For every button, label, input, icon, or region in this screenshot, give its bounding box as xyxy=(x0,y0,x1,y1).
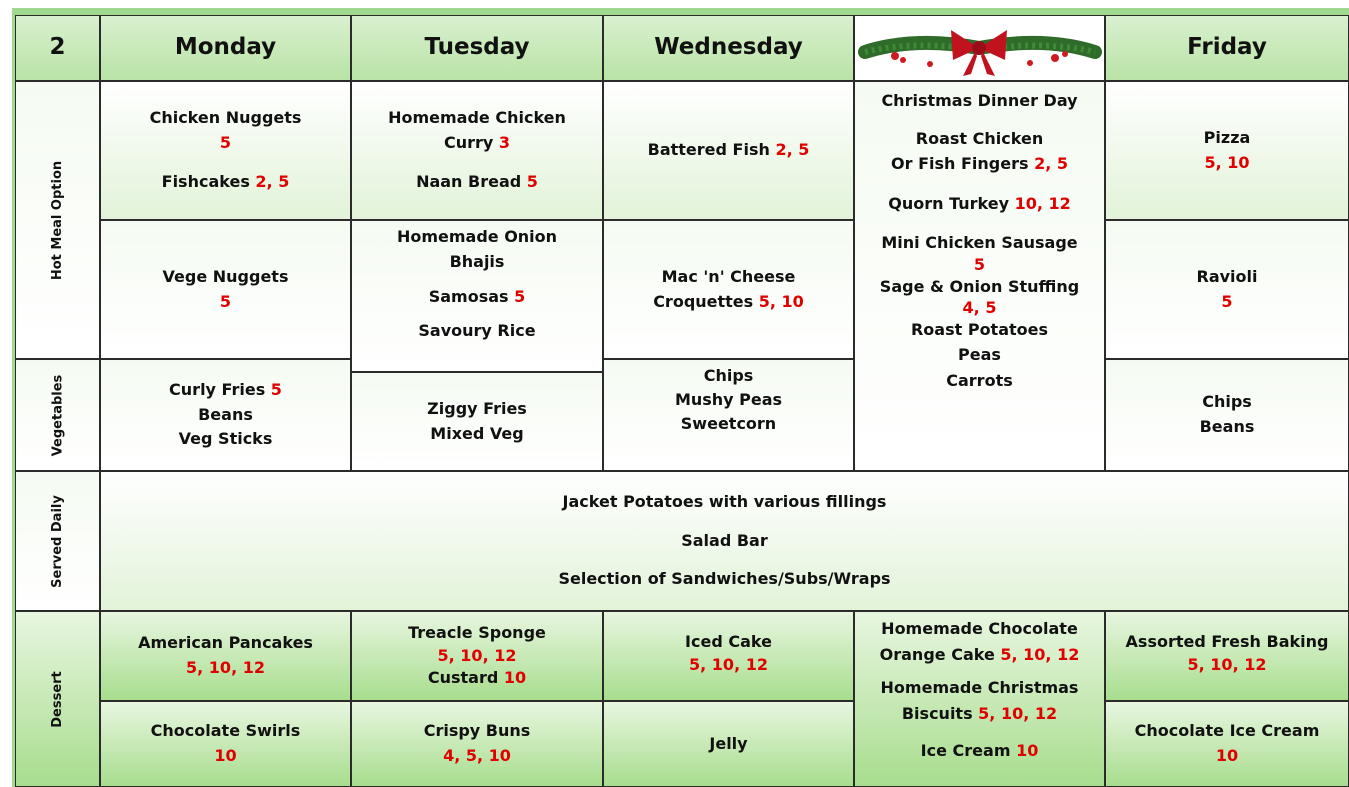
menu-item: Curly Fries xyxy=(169,379,266,399)
allergen-codes: 5 xyxy=(1221,291,1233,311)
menu-item: Croquettes xyxy=(653,291,754,311)
menu-item-line xyxy=(653,290,804,315)
menu-item-line xyxy=(880,642,1080,668)
menu-item: Battered Fish xyxy=(647,140,770,160)
hot2-monday xyxy=(100,220,351,359)
allergen-codes: 5 xyxy=(514,286,526,306)
daily-item: Jacket Potatoes with various fillings xyxy=(562,492,887,512)
dessert1-wednesday xyxy=(603,611,854,701)
allergen-codes: 5, 10 xyxy=(758,291,804,311)
menu-item: Veg Sticks xyxy=(178,429,273,449)
menu-item: Bhajis xyxy=(449,251,505,271)
allergen-codes: 5 xyxy=(219,133,232,153)
menu-item-line xyxy=(891,151,1068,177)
allergen-codes: 10 xyxy=(1215,746,1239,765)
menu-item: Orange Cake xyxy=(879,644,995,664)
allergen-codes: 5 xyxy=(219,291,232,311)
menu-item: Sweetcorn xyxy=(680,414,777,433)
menu-item-line xyxy=(428,667,526,689)
row-label-vegetables xyxy=(15,359,100,471)
menu-item: Quorn Turkey xyxy=(888,193,1009,213)
row-label-served-daily xyxy=(15,471,100,611)
christmas-title: Christmas Dinner Day xyxy=(881,91,1078,110)
hot2-wednesday xyxy=(603,220,854,359)
allergen-codes: 2, 5 xyxy=(255,171,290,191)
header-wednesday xyxy=(603,15,854,81)
hot1-wednesday xyxy=(603,81,854,220)
menu-item: Ice Cream xyxy=(920,741,1011,761)
menu-item: Pizza xyxy=(1203,127,1251,147)
header-monday xyxy=(100,15,351,81)
menu-item: Biscuits xyxy=(901,703,973,723)
allergen-codes: 5 xyxy=(270,379,282,399)
dessert1-friday xyxy=(1105,611,1349,701)
allergen-codes: 5 xyxy=(526,171,538,191)
menu-item: Beans xyxy=(198,404,253,424)
allergen-codes: 2, 5 xyxy=(1034,154,1068,174)
allergen-codes: 3 xyxy=(498,133,511,153)
menu-item: Chips xyxy=(1202,392,1252,412)
menu-item: Homemade Onion xyxy=(396,227,558,246)
row-label-dessert xyxy=(15,611,100,787)
dessert2-monday xyxy=(100,701,351,787)
allergen-codes: 5, 10, 12 xyxy=(1187,655,1267,675)
allergen-codes: 2, 5 xyxy=(775,140,810,160)
menu-item: Samosas xyxy=(428,286,509,306)
menu-item-line xyxy=(921,738,1039,764)
menu-item-line xyxy=(648,138,810,163)
christmas-banner-image xyxy=(854,15,1105,81)
christmas-dinner-cell xyxy=(854,81,1105,471)
hot1-friday xyxy=(1105,81,1349,220)
menu-item-line xyxy=(888,191,1071,217)
menu-item: Curry xyxy=(443,133,494,153)
menu-item: American Pancakes xyxy=(138,633,313,653)
dessert1-monday xyxy=(100,611,351,701)
allergen-codes: 5, 10, 12 xyxy=(186,658,265,677)
daily-item: Salad Bar xyxy=(681,530,768,550)
menu-item: Homemade Christmas xyxy=(880,678,1079,698)
header-monday-text: Monday xyxy=(174,34,277,61)
menu-item: Homemade Chicken xyxy=(388,108,566,128)
row-label-served-daily-text: Served Daily xyxy=(50,494,66,588)
menu-item: Treacle Sponge xyxy=(408,623,546,643)
week-number xyxy=(15,15,100,81)
allergen-codes: 5, 10, 12 xyxy=(1000,644,1080,664)
row-label-dessert-text: Dessert xyxy=(50,670,65,728)
allergen-codes: 5 xyxy=(973,254,986,274)
allergen-codes: 10, 12 xyxy=(1014,193,1071,213)
row-label-hot-meal xyxy=(15,81,100,359)
daily-item: Selection of Sandwiches/Subs/Wraps xyxy=(558,569,891,589)
dessert-thursday xyxy=(854,611,1105,787)
menu-item: Ziggy Fries xyxy=(427,398,527,418)
veg-friday xyxy=(1105,359,1349,471)
menu-item: Chocolate Swirls xyxy=(150,721,301,741)
menu-item-line xyxy=(444,131,510,156)
menu-item: Roast Potatoes xyxy=(910,319,1049,339)
christmas-garland-icon xyxy=(855,16,1104,80)
header-tuesday-text: Tuesday xyxy=(424,34,530,61)
allergen-codes: 5, 10 xyxy=(1204,152,1250,172)
menu-item: Naan Bread xyxy=(416,171,522,191)
menu-item-line xyxy=(162,170,290,195)
dessert1-tuesday xyxy=(351,611,603,701)
header-wednesday-text: Wednesday xyxy=(654,34,803,61)
menu-item: Chocolate Ice Cream xyxy=(1134,721,1320,741)
allergen-codes: 5, 10, 12 xyxy=(978,703,1058,723)
veg-tuesday xyxy=(351,372,603,471)
allergen-codes: 10 xyxy=(214,746,237,765)
dessert2-tuesday xyxy=(351,701,603,787)
menu-item-line xyxy=(429,285,526,310)
menu-item: Carrots xyxy=(946,370,1013,390)
header-friday-text: Friday xyxy=(1187,34,1267,61)
menu-item: Ravioli xyxy=(1196,266,1258,286)
menu-item-line xyxy=(902,701,1057,727)
row-label-hot-meal-text: Hot Meal Option xyxy=(50,160,65,280)
veg-wednesday xyxy=(603,359,854,471)
menu-item: Assorted Fresh Baking xyxy=(1125,632,1329,651)
menu-item: Savoury Rice xyxy=(418,321,536,341)
menu-item: Or Fish Fingers xyxy=(891,154,1029,174)
hot2-friday xyxy=(1105,220,1349,359)
menu-item: Vege Nuggets xyxy=(162,266,289,286)
hot2-tuesday xyxy=(351,220,603,372)
hot1-monday xyxy=(100,81,351,220)
served-daily-cell xyxy=(100,471,1349,611)
week-number-text: 2 xyxy=(49,34,66,61)
menu-item-line xyxy=(416,170,538,195)
menu-item: Crispy Buns xyxy=(423,721,531,741)
menu-item: Mushy Peas xyxy=(674,390,783,409)
menu-item: Sage & Onion Stuffing xyxy=(879,276,1080,296)
dessert2-wednesday xyxy=(603,701,854,787)
veg-monday xyxy=(100,359,351,471)
hot1-tuesday xyxy=(351,81,603,220)
menu-item-line xyxy=(169,378,282,403)
menu-item: Jelly xyxy=(709,733,748,753)
dessert2-friday xyxy=(1105,701,1349,787)
menu-item: Mixed Veg xyxy=(430,423,524,443)
menu-item: Roast Chicken xyxy=(915,128,1044,148)
menu-item: Peas xyxy=(958,345,1001,365)
menu-item: Fishcakes xyxy=(161,171,250,191)
allergen-codes: 4, 5, 10 xyxy=(443,746,511,765)
row-label-vegetables-text: Vegetables xyxy=(50,374,65,456)
menu-item: Iced Cake xyxy=(685,632,772,651)
menu-item: Mini Chicken Sausage xyxy=(881,233,1078,253)
menu-item: Chicken Nuggets xyxy=(149,108,302,128)
allergen-codes: 5, 10, 12 xyxy=(437,645,517,665)
allergen-codes: 5, 10, 12 xyxy=(689,655,768,675)
menu-item: Beans xyxy=(1199,417,1255,436)
allergen-codes: 10 xyxy=(503,668,527,688)
allergen-codes: 10 xyxy=(1016,741,1039,761)
header-tuesday xyxy=(351,15,603,81)
allergen-codes: 4, 5 xyxy=(962,298,997,318)
menu-item: Mac 'n' Cheese xyxy=(661,266,796,286)
menu-item: Homemade Chocolate xyxy=(881,619,1078,638)
menu-item: Custard xyxy=(427,668,499,688)
header-friday xyxy=(1105,15,1349,81)
menu-item: Chips xyxy=(703,366,754,385)
